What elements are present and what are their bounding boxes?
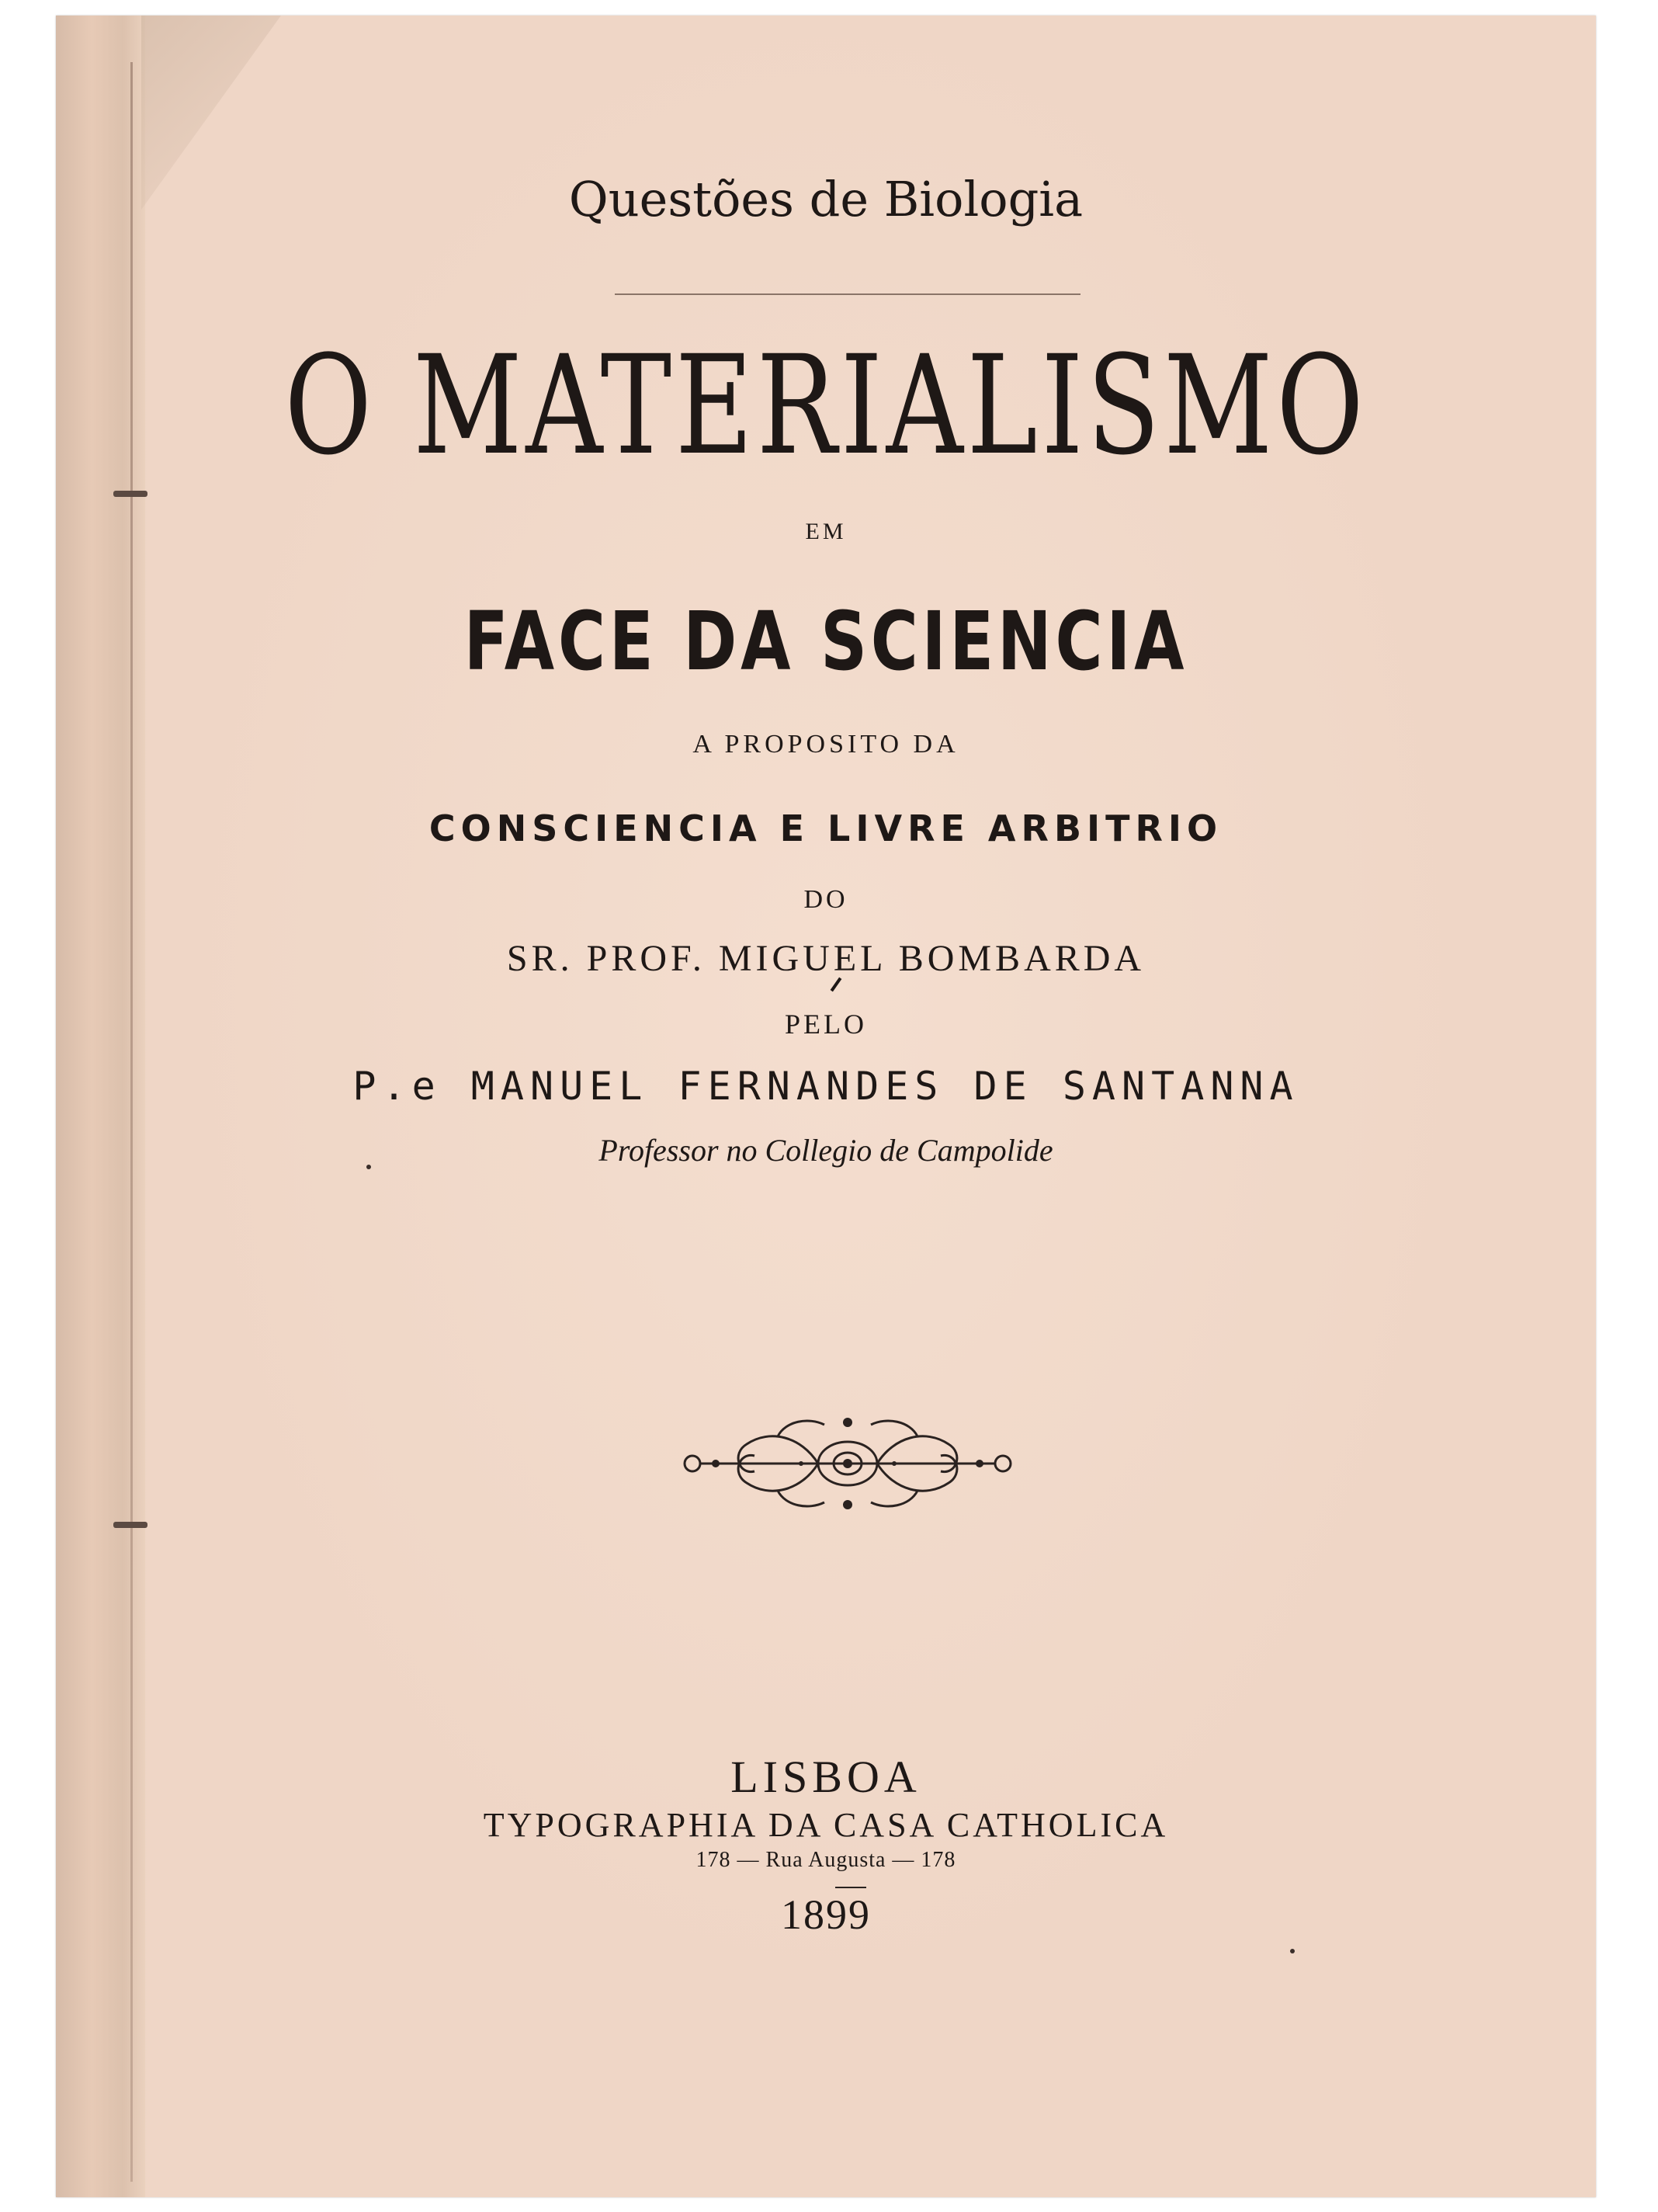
subtitle: FACE DA SCIENCIA bbox=[463, 594, 1188, 689]
binding-stitch bbox=[113, 1522, 147, 1528]
main-title: O MATERIALISMO bbox=[284, 326, 1368, 485]
referenced-author: SR. PROF. MIGUEL BOMBARDA bbox=[506, 938, 1146, 979]
imprint-address: 178 — Rua Augusta — 178 bbox=[695, 1848, 956, 1872]
imprint-city: LISBOA bbox=[730, 1752, 921, 1802]
imprint-printer: TYPOGRAPHIA DA CASA CATHOLICA bbox=[483, 1806, 1169, 1844]
title-rule bbox=[615, 293, 1080, 295]
imprint-year: 1899 bbox=[781, 1891, 871, 1938]
a-proposito-line: A PROPOSITO DA bbox=[692, 730, 959, 759]
paper-speck bbox=[1290, 1949, 1295, 1953]
series-title: Questões de Biologia bbox=[568, 171, 1084, 227]
title-page bbox=[56, 16, 1596, 2197]
connector-em: EM bbox=[805, 519, 847, 544]
floral-ornament-icon bbox=[669, 1405, 1026, 1522]
connector-do: DO bbox=[803, 885, 848, 914]
author-role: Professor no Collegio de Campolide bbox=[598, 1133, 1053, 1168]
author-name: P.e MANUEL FERNANDES DE SANTANNA bbox=[352, 1064, 1299, 1109]
year-rule bbox=[835, 1887, 866, 1888]
binding-stitch bbox=[113, 491, 147, 497]
referenced-work-title: CONSCIENCIA E LIVRE ARBITRIO bbox=[428, 807, 1223, 849]
paper-speck bbox=[366, 1165, 371, 1169]
connector-pelo: PELO bbox=[785, 1009, 867, 1040]
